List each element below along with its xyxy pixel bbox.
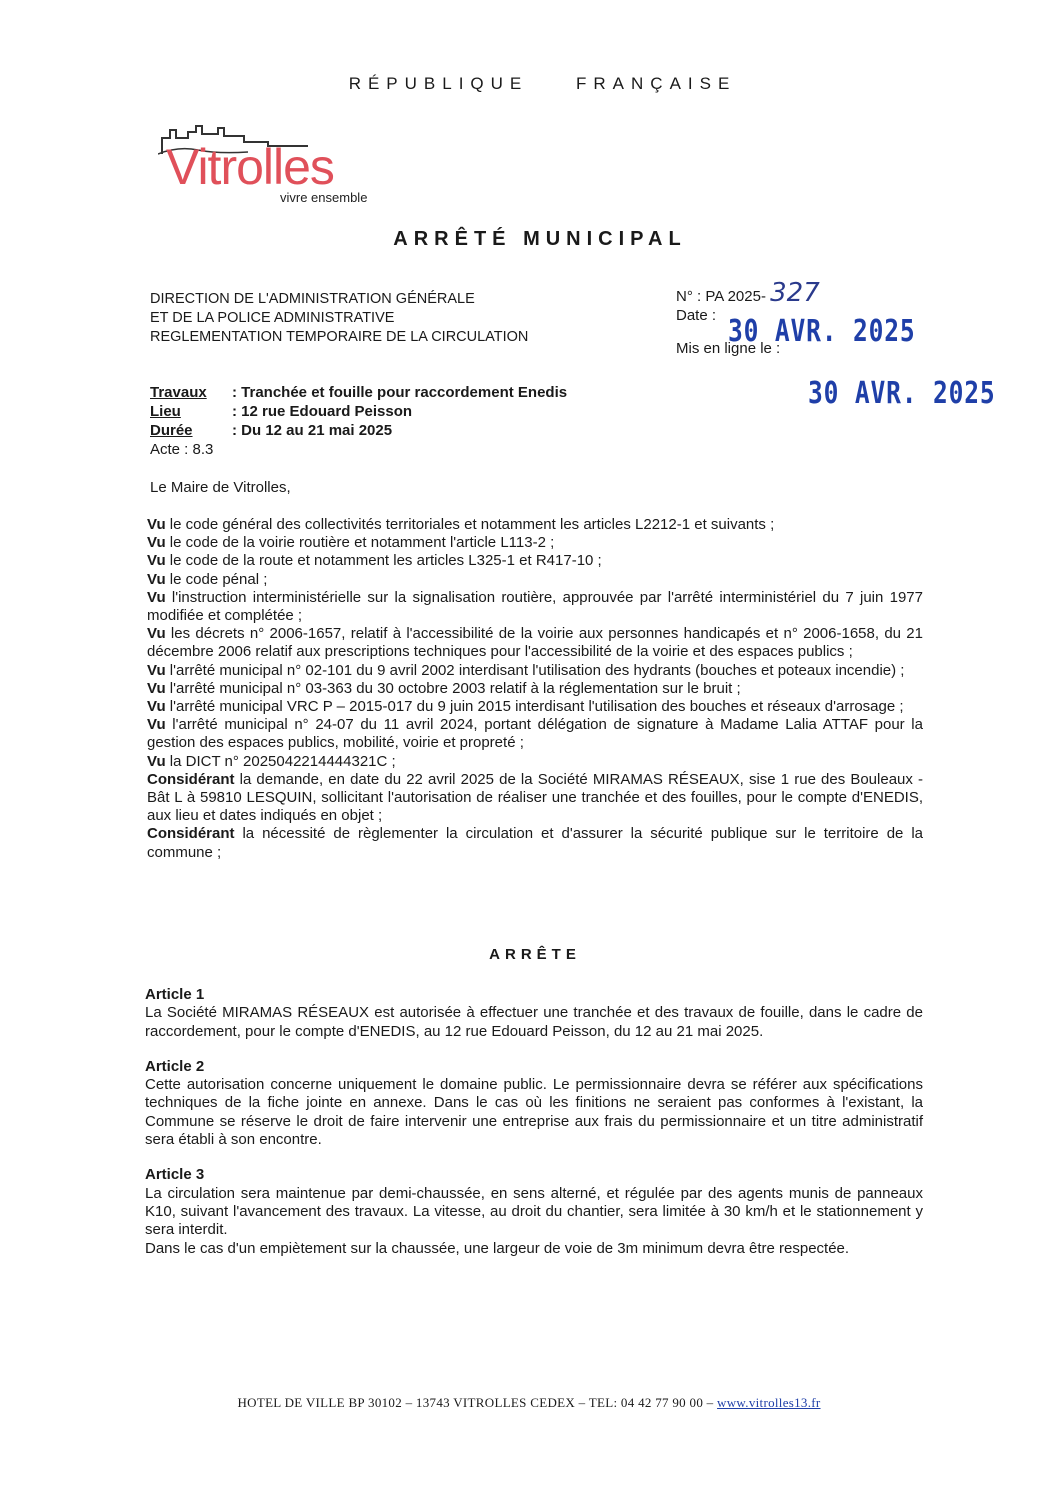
direction-line: ET DE LA POLICE ADMINISTRATIVE (150, 310, 395, 326)
visa-item (147, 680, 923, 698)
article-paragraph: Dans le cas d'un empiètement sur la chaussée, une largeur de voie de 3m minimum devra être respectée. (145, 1239, 850, 1257)
article-body (145, 1004, 923, 1041)
logo-name: Vitrolles (166, 139, 334, 195)
visa-item (147, 698, 923, 716)
visa-item (147, 753, 923, 771)
visa-text: la nécessité de règlementer la circulation et d'assurer la sécurité publique sur le territoire de la commune ; (147, 825, 923, 861)
article-paragraph: La Société MIRAMAS RÉSEAUX est autorisée à effectuer une tranchée et des travaux de fouille, dans le cadre de raccordement, pour le compte d'ENEDIS, au 12 rue Edouard Peisson, du 12 au 21 mai 2025. (145, 1004, 923, 1040)
online-label: Mis en ligne le : (676, 340, 781, 357)
visa-item (147, 516, 923, 534)
lieu-label: Lieu (150, 403, 181, 420)
visa-keyword: Vu (147, 570, 166, 588)
duree-label: Durée (150, 422, 193, 439)
objet-block (150, 383, 567, 459)
visa-keyword: Vu (147, 516, 166, 533)
francaise-word: FRANÇAISE (576, 74, 737, 93)
article-paragraph: Cette autorisation concerne uniquement le domaine public. Le permissionnaire devra se référer aux spécifications techniques de la fiche jointe en annexe. Dans le cas où les finitions ne seraient pas conformes à l'existant, la Commune se réserve le droit de faire intervenir une entreprise aux frais du permissionnaire et un titre administratif sera établi à son encontre. (145, 1076, 923, 1149)
republique-word: RÉPUBLIQUE (348, 74, 529, 93)
visa-keyword: Vu (147, 716, 166, 734)
document-title: ARRÊTÉ MUNICIPAL (393, 228, 687, 250)
republique-francaise-header (0, 74, 1058, 94)
direction-block (150, 290, 528, 347)
visa-keyword: Considérant (147, 770, 235, 788)
direction-line: REGLEMENTATION TEMPORAIRE DE LA CIRCULATION (150, 329, 529, 345)
visa-keyword: Vu (147, 679, 166, 697)
footer-address: HOTEL DE VILLE BP 30102 – 13743 VITROLLES CEDEX – TEL: 04 42 77 90 00 – (237, 1395, 718, 1410)
arrete-heading: ARRÊTE (489, 946, 581, 963)
visa-text: les décrets n° 2006-1657, relatif à l'accessibilité de la voirie aux personnes handicapés et n° 2006-1658, du 21 décembre 2006 relatif aux prescriptions techniques pour l'accessibilité de la voirie et des espaces publics ; (147, 625, 923, 661)
visa-item (147, 825, 923, 861)
article-body (145, 1076, 923, 1149)
visa-item (147, 534, 923, 552)
travaux-label: Travaux (150, 384, 207, 401)
visa-text: le code général des collectivités territoriales et notamment les articles L2212-1 et suivants ; (165, 516, 775, 533)
visa-keyword: Vu (147, 661, 166, 679)
travaux-value: : Tranchée et fouille pour raccordement Enedis (232, 384, 568, 401)
visa-keyword: Vu (147, 552, 166, 570)
visa-keyword: Vu (147, 698, 166, 716)
visa-item (147, 771, 923, 826)
duree-value: : Du 12 au 21 mai 2025 (232, 422, 393, 439)
visa-text: l'arrêté municipal VRC P – 2015-017 du 9 juin 2015 interdisant l'utilisation des bouches et réseaux d'arrosage ; (165, 698, 904, 716)
visa-item (147, 571, 923, 589)
visa-text: la demande, en date du 22 avril 2025 de la Société MIRAMAS RÉSEAUX, sise 1 rue des Bouleaux - Bât L à 59810 LESQUIN, sollicitant l'autorisation de réaliser une tranchée et des fouilles, pour le compte d'ENEDIS, aux lieu et dates indiqués en objet ; (147, 770, 923, 825)
number-label: N° : PA 2025- (676, 288, 766, 305)
visa-text: l'arrêté municipal n° 03-363 du 30 octobre 2003 relatif à la réglementation sur le bruit ; (165, 679, 741, 697)
visa-text: la DICT n° 2025042214444321C ; (165, 752, 396, 770)
visa-item (147, 589, 923, 625)
footer (0, 1395, 1058, 1411)
visa-text: le code de la voirie routière et notamment l'article L113-2 ; (165, 534, 555, 552)
visa-item (147, 716, 923, 752)
visa-item (147, 552, 923, 570)
date-stamp: 30 AVR. 2025 (728, 314, 916, 349)
visa-text: le code pénal ; (165, 570, 268, 588)
logo-tagline: vivre ensemble (280, 190, 368, 205)
acte-number: Acte : 8.3 (150, 441, 214, 458)
article-title: Article 2 (145, 1057, 205, 1075)
date-label: Date : (676, 307, 717, 324)
articles-list (145, 986, 923, 1275)
visa-text: l'instruction interministérielle sur la signalisation routière, approuvée par l'arrêté interministériel du 7 juin 1977 modifiée et complétée ; (147, 588, 923, 625)
visa-keyword: Vu (147, 534, 166, 552)
visa-keyword: Considérant (147, 825, 235, 843)
footer-website-link[interactable]: www.vitrolles13.fr (717, 1395, 821, 1410)
direction-line: DIRECTION DE L'ADMINISTRATION GÉNÉRALE (150, 291, 475, 307)
visa-item (147, 662, 923, 680)
visa-text: l'arrêté municipal n° 24-07 du 11 avril 2024, portant délégation de signature à Madame Lalia ATTAF pour la gestion des espaces publics, mobilité, voirie et propreté ; (147, 716, 923, 752)
visa-keyword: Vu (147, 625, 166, 643)
article-body (145, 1185, 923, 1258)
visas-list (147, 516, 923, 862)
article-paragraph: La circulation sera maintenue par demi-chaussée, en sens alterné, et régulée par des agents munis de panneaux K10, suivant l'avancement des travaux. La vitesse, au droit du chantier, sera limitée à 30 km/h et le stationnement y sera interdit. (145, 1184, 923, 1239)
vitrolles-logo (158, 116, 398, 212)
article-title: Article 3 (145, 1166, 205, 1184)
visa-keyword: Vu (147, 752, 166, 770)
article-title: Article 1 (145, 986, 205, 1003)
visa-keyword: Vu (147, 588, 166, 606)
lieu-value: : 12 rue Edouard Peisson (232, 403, 413, 420)
handwritten-number: 327 (770, 278, 820, 308)
maire-line: Le Maire de Vitrolles, (150, 479, 291, 496)
visa-text: le code de la route et notamment les articles L325-1 et R417-10 ; (165, 552, 602, 570)
visa-text: l'arrêté municipal n° 02-101 du 9 avril 2002 interdisant l'utilisation des hydrants (bouches et poteaux incendie) ; (165, 661, 905, 679)
visa-item (147, 625, 923, 661)
online-date-stamp: 30 AVR. 2025 (808, 376, 996, 411)
